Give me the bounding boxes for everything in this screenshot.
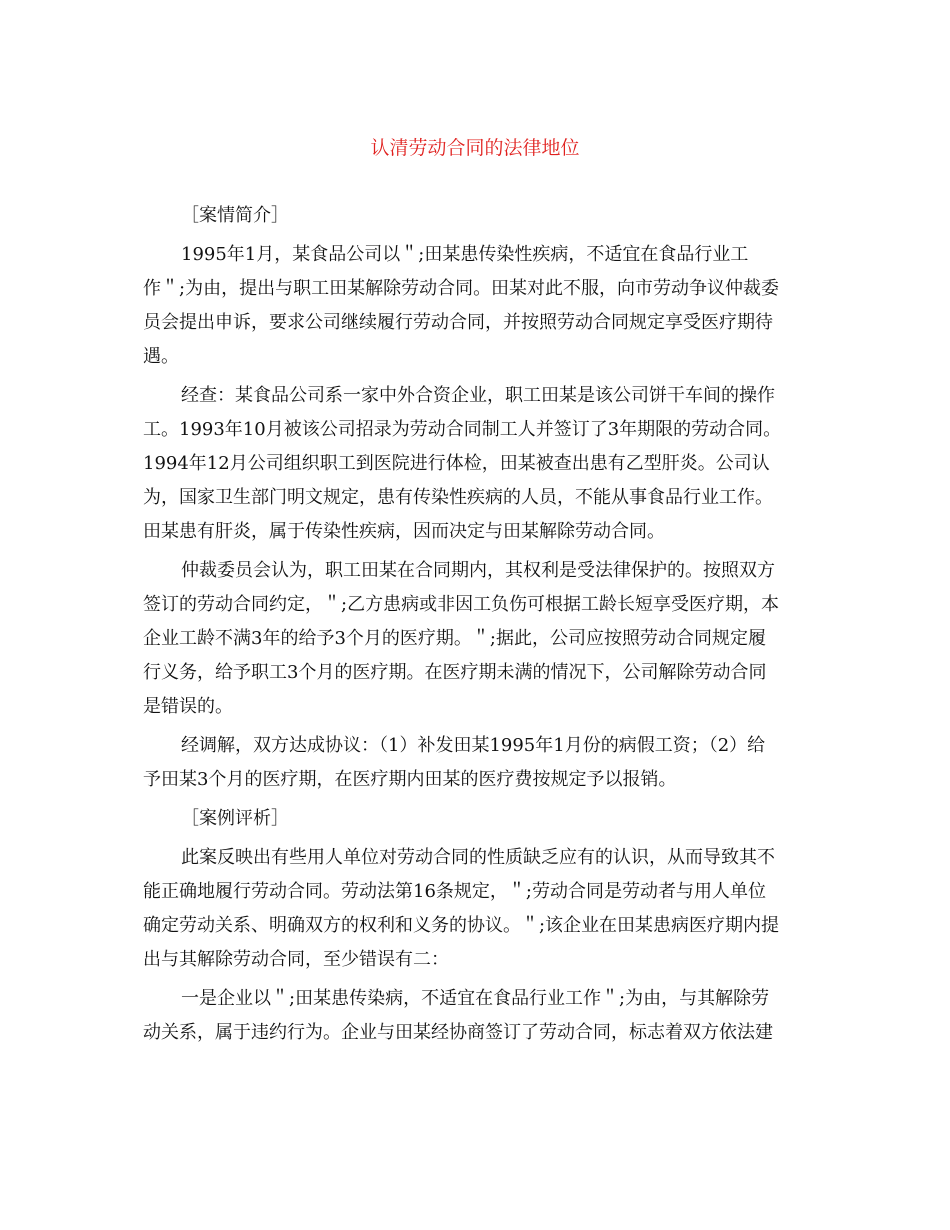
text-line: 行义务，给予职工3个月的医疗期。在医疗期未满的情况下，公司解除劳动合同 bbox=[143, 662, 767, 683]
text-line: 动关系，属于违约行为。企业与田某经协商签订了劳动合同，标志着双方依法建 bbox=[143, 1022, 773, 1043]
text-line: 1995年1月，某食品公司以＂;田某患传染性疾病，不适宜在食品行业工 bbox=[181, 244, 749, 265]
text-line: 田某患有肝炎，属于传染性疾病，因而决定与田某解除劳动合同。 bbox=[143, 521, 665, 542]
text-line: 此案反映出有些用人单位对劳动合同的性质缺乏应有的认识，从而导致其不 bbox=[181, 847, 775, 868]
text-line: ［案例评析］ bbox=[181, 808, 289, 829]
text-line: 经查：某食品公司系一家中外合资企业，职工田某是该公司饼干车间的操作 bbox=[181, 385, 775, 406]
text-line: 予田某3个月的医疗期，在医疗期内田某的医疗费按规定予以报销。 bbox=[143, 769, 677, 790]
text-line: 工。1993年10月被该公司招录为劳动合同制工人并签订了3年期限的劳动合同。 bbox=[143, 419, 782, 440]
text-line: 作＂;为由，提出与职工田某解除劳动合同。田某对此不服，向市劳动争议仲裁委 bbox=[143, 278, 780, 299]
text-line: 能正确地履行劳动合同。劳动法第16条规定，＂;劳动合同是劳动者与用人单位 bbox=[143, 881, 766, 902]
text-line: 经调解，双方达成协议：（1）补发田某1995年1月份的病假工资；（2）给 bbox=[181, 735, 766, 756]
text-line: 一是企业以＂;田某患传染病，不适宜在食品行业工作＂;为由，与其解除劳 bbox=[181, 988, 770, 1009]
text-line: 遇。 bbox=[143, 346, 179, 367]
text-line: 出与其解除劳动合同，至少错误有二： bbox=[143, 949, 449, 970]
text-line: 为，国家卫生部门明文规定，患有传染性疾病的人员，不能从事食品行业工作。 bbox=[143, 487, 773, 508]
text-line: ［案情简介］ bbox=[181, 205, 289, 226]
text-line: 签订的劳动合同约定，＂;乙方患病或非因工负伤可根据工龄长短享受医疗期，本 bbox=[143, 594, 780, 615]
text-line: 员会提出申诉，要求公司继续履行劳动合同，并按照劳动合同规定享受医疗期待 bbox=[143, 312, 773, 333]
document-body bbox=[143, 199, 807, 1050]
text-line: 企业工龄不满3年的给予3个月的医疗期。＂;据此，公司应按照劳动合同规定履 bbox=[143, 628, 766, 649]
document-title: 认清劳动合同的法律地位 bbox=[370, 137, 580, 159]
text-line: 仲裁委员会认为，职工田某在合同期内，其权利是受法律保护的。按照双方 bbox=[181, 560, 775, 581]
text-line: 是错误的。 bbox=[143, 696, 233, 717]
text-line: 确定劳动关系、明确双方的权利和义务的协议。＂;该企业在田某患病医疗期内提 bbox=[143, 915, 780, 936]
text-line: 1994年12月公司组织职工到医院进行体检，田某被查出患有乙型肝炎。公司认 bbox=[143, 453, 770, 474]
